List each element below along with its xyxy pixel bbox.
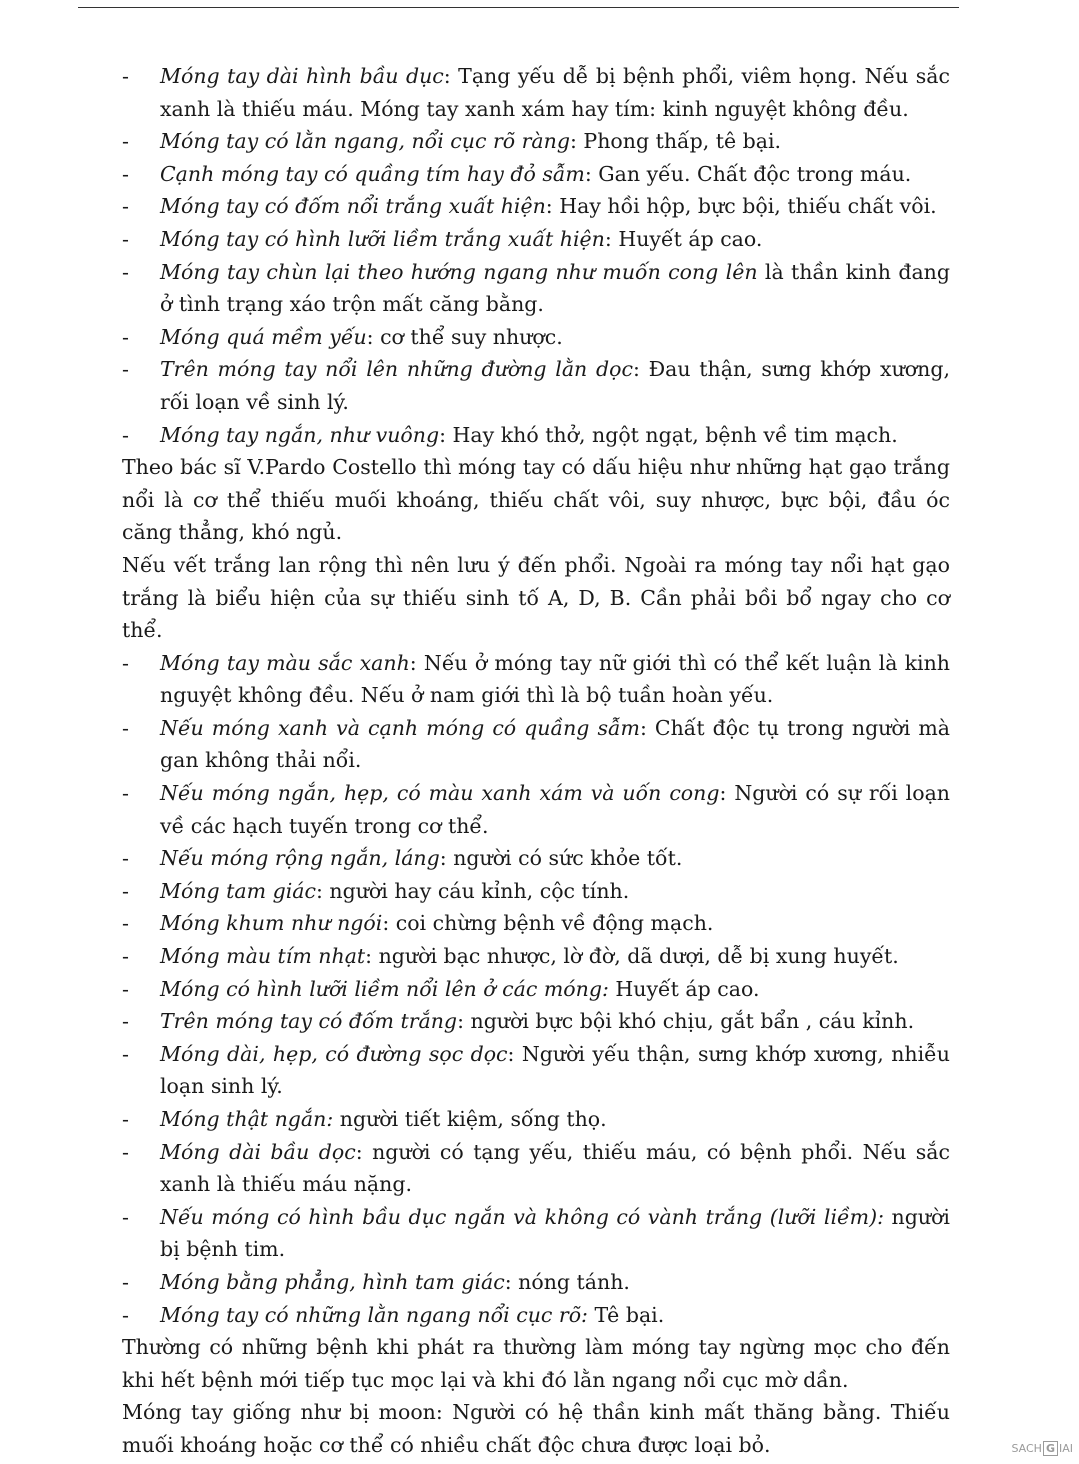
- bullet-term: Móng thật ngắn:: [160, 1107, 334, 1131]
- bullet-term: Móng tay có hình lưỡi liềm trắng xuất hiện: [160, 226, 605, 251]
- bullet-description: Tê bại.: [587, 1302, 665, 1327]
- bullet-description: người tiết kiệm, sống thọ.: [333, 1107, 607, 1131]
- list-item: [122, 1038, 950, 1103]
- bullet-description: : Người có sự rối loạn về các hạch tuyến trong cơ thể.: [160, 781, 951, 838]
- list-item: [122, 940, 950, 973]
- bullet-description: : Gan yếu. Chất độc trong máu.: [584, 161, 912, 186]
- bullet-description: : coi chừng bệnh về động mạch.: [382, 911, 714, 936]
- bullet-description: : Hay khó thở, ngột ngạt, bệnh về tim mạch.: [439, 422, 898, 447]
- list-item: [122, 875, 950, 908]
- list-item: [122, 973, 950, 1006]
- list-item: [122, 256, 950, 321]
- bullet-term: Móng bằng phẳng, hình tam giác: [160, 1269, 505, 1294]
- watermark-box: G: [1043, 1441, 1058, 1456]
- bullet-dash: -: [122, 226, 129, 251]
- bullet-dash: -: [122, 1009, 129, 1034]
- list-item: [122, 223, 950, 256]
- bullet-dash: -: [122, 976, 129, 1001]
- bullet-dash: -: [122, 161, 129, 186]
- bullet-term: Móng dài bầu dọc: [160, 1139, 356, 1164]
- bullet-description: : Nếu ở móng tay nữ giới thì có thể kết luận là kinh nguyệt không đều. Nếu ở nam giới thì là bộ tuần hoàn yếu.: [160, 650, 950, 708]
- bullet-description: : Đau thận, sưng khớp xương, rối loạn về sinh lý.: [160, 357, 950, 414]
- bullet-description: Huyết áp cao.: [608, 976, 760, 1001]
- bullet-list-1: [122, 60, 950, 451]
- bullet-dash: -: [122, 1041, 129, 1066]
- bullet-term: Móng tay ngắn, như vuông: [160, 422, 440, 447]
- bullet-term: Trên móng tay có đốm trắng: [160, 1009, 458, 1034]
- bullet-term: Móng tay màu sắc xanh: [160, 650, 410, 675]
- bullet-dash: -: [122, 1107, 129, 1131]
- bullet-description: : Người yếu thận, sưng khớp xương, nhiễu loạn sinh lý.: [160, 1041, 950, 1099]
- bullet-term: Móng có hình lưỡi liềm nổi lên ở các móng:: [160, 976, 609, 1001]
- bullet-dash: -: [122, 846, 129, 871]
- bullet-term: Móng màu tím nhạt: [160, 944, 366, 969]
- bullet-term: Móng tay có những lằn ngang nổi cục rõ:: [160, 1302, 588, 1327]
- list-item: [122, 125, 950, 158]
- list-item: [122, 1299, 950, 1332]
- list-item: [122, 777, 950, 842]
- list-item: [122, 1005, 950, 1038]
- list-item: [122, 1266, 950, 1299]
- bullet-term: Nếu móng xanh và cạnh móng có quầng sẫm: [160, 715, 640, 740]
- bullet-description: : nóng tánh.: [504, 1269, 630, 1294]
- bullet-term: Móng quá mềm yếu: [160, 324, 367, 349]
- list-item: [122, 158, 950, 191]
- bullet-term: Móng tay chùn lại theo hướng ngang như muốn cong lên: [160, 259, 758, 284]
- list-item: [122, 1136, 950, 1201]
- bullet-description: : người có sức khỏe tốt.: [439, 846, 683, 871]
- bullet-description: : Phong thấp, tê bại.: [569, 129, 782, 154]
- paragraph: Nếu vết trắng lan rộng thì nên lưu ý đến phổi. Ngoài ra móng tay nổi hạt gạo trắng là biểu hiện của sự thiếu sinh tố A, D, B. Cần phải bồi bổ ngay cho cơ thể.: [122, 552, 950, 643]
- watermark-text-right: IAI: [1058, 1442, 1073, 1455]
- list-item: [122, 190, 950, 223]
- watermark-logo: [1011, 1441, 1073, 1456]
- list-item: [122, 1201, 950, 1266]
- bullet-dash: -: [122, 1269, 129, 1294]
- paragraph: Thường có những bệnh khi phát ra thường làm móng tay ngừng mọc cho đến khi hết bệnh mới tiếp tục mọc lại và khi đó lằn ngang nổi cục mờ dần.: [122, 1335, 950, 1392]
- bullet-dash: -: [122, 911, 129, 936]
- bullet-term: Móng tay dài hình bầu dục: [160, 64, 444, 88]
- bullet-term: Móng tam giác: [160, 878, 316, 903]
- bullet-description: : Huyết áp cao.: [604, 226, 763, 251]
- bullet-description: : Chất độc tụ trong người mà gan không thải nổi.: [160, 715, 950, 773]
- bullet-dash: -: [122, 944, 129, 969]
- bullet-dash: -: [122, 194, 129, 219]
- bullet-dash: -: [122, 781, 129, 806]
- bullet-description: : cơ thể suy nhược.: [366, 324, 563, 349]
- paragraph: Theo bác sĩ V.Pardo Costello thì móng tay có dấu hiệu như những hạt gạo trắng nổi là cơ thể thiếu muối khoáng, thiếu chất vôi, suy nhược, bực bội, đầu óc căng thẳng, khó ngủ.: [122, 455, 950, 545]
- bullet-dash: -: [122, 650, 129, 675]
- paragraph: Móng tay giống như bị moon: Người có hệ thần kinh mất thăng bằng. Thiếu muối khoáng hoặc cơ thể có nhiều chất độc chưa được loại bỏ.: [122, 1400, 950, 1457]
- bullet-dash: -: [122, 324, 129, 349]
- bullet-term: Nếu móng rộng ngắn, láng: [160, 846, 440, 871]
- bullet-term: Móng dài, hẹp, có đường sọc dọc: [160, 1041, 508, 1066]
- watermark-text-left: SACH: [1011, 1442, 1042, 1455]
- bullet-dash: -: [122, 422, 129, 447]
- bullet-list-2: [122, 647, 950, 1331]
- bullet-description: : người bực bội khó chịu, gắt bẩn , cáu kỉnh.: [457, 1009, 915, 1034]
- list-item: [122, 647, 950, 712]
- bullet-dash: -: [122, 357, 129, 382]
- header-rule: [78, 7, 959, 8]
- list-item: [122, 712, 950, 777]
- list-item: [122, 907, 950, 940]
- bullet-description: : người có tạng yếu, thiếu máu, có bệnh phổi. Nếu sắc xanh là thiếu máu nặng.: [160, 1139, 950, 1197]
- page-content: [122, 60, 950, 1462]
- bullet-dash: -: [122, 1204, 129, 1229]
- bullet-description: người bị bệnh tim.: [160, 1204, 950, 1262]
- bullet-dash: -: [122, 715, 129, 740]
- bullet-term: Móng tay có đốm nổi trắng xuất hiện: [160, 194, 546, 219]
- list-item: [122, 353, 950, 418]
- bullet-dash: -: [122, 64, 129, 88]
- list-item: [122, 1103, 950, 1136]
- bullet-dash: -: [122, 878, 129, 903]
- list-item: [122, 842, 950, 875]
- bullet-description: là thần kinh đang ở tình trạng xáo trộn mất căng bằng.: [160, 259, 950, 317]
- bullet-dash: -: [122, 1139, 129, 1164]
- list-item: [122, 419, 950, 452]
- bullet-description: : Tạng yếu dễ bị bệnh phổi, viêm họng. Nếu sắc xanh là thiếu máu. Móng tay xanh xám hay tím: kinh nguyệt không đều.: [160, 64, 951, 121]
- bullet-description: : người bạc nhược, lờ đờ, dã dượi, dễ bị xung huyết.: [365, 944, 899, 969]
- bullet-term: Móng khum như ngói: [160, 911, 383, 936]
- list-item: [122, 60, 950, 125]
- bullet-description: : Hay hồi hộp, bực bội, thiếu chất vôi.: [545, 194, 937, 219]
- bullet-dash: -: [122, 129, 129, 154]
- bullet-dash: -: [122, 1302, 129, 1327]
- list-item: [122, 321, 950, 354]
- bullet-term: Cạnh móng tay có quầng tím hay đỏ sẫm: [160, 161, 585, 186]
- bullet-term: Trên móng tay nổi lên những đường lằn dọc: [160, 357, 633, 382]
- bullet-term: Nếu móng có hình bầu dục ngắn và không có vành trắng (lưỡi liềm):: [160, 1204, 884, 1229]
- bullet-term: Móng tay có lằn ngang, nổi cục rõ ràng: [160, 129, 570, 154]
- bullet-term: Nếu móng ngắn, hẹp, có màu xanh xám và uốn cong: [160, 781, 720, 806]
- bullet-dash: -: [122, 259, 129, 284]
- bullet-description: : người hay cáu kỉnh, cộc tính.: [315, 878, 630, 903]
